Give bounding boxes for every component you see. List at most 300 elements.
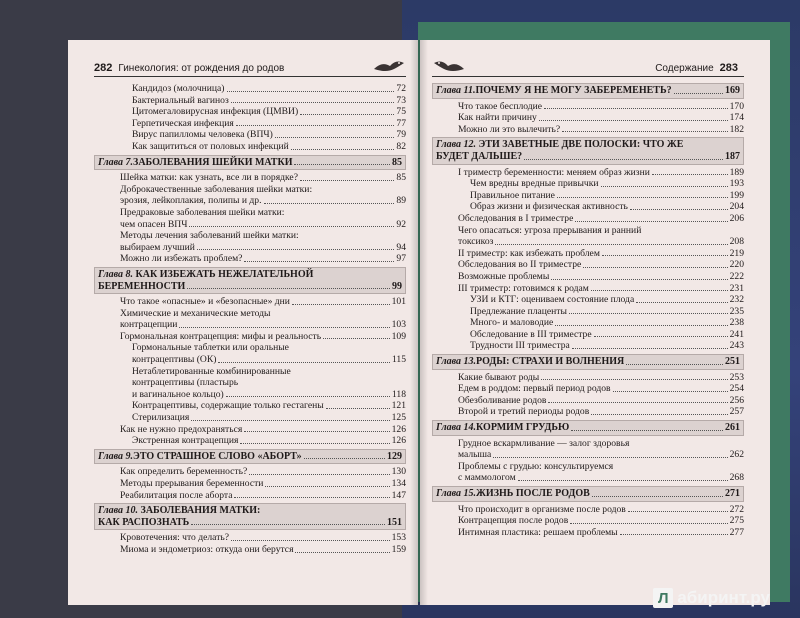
chapter-heading: [94, 503, 406, 530]
leader-dots: [601, 186, 728, 187]
toc-line: [120, 532, 406, 544]
entry-page: 92: [396, 218, 406, 230]
leader-dots: [226, 396, 390, 397]
toc-line: [458, 504, 744, 516]
entry-title: Вирус папилломы человека (ВПЧ): [132, 129, 273, 141]
entry-page: 189: [729, 166, 744, 178]
entry-title: Кровотечения: что делать?: [120, 532, 230, 544]
entry-title: Образ жизни и физическая активность: [470, 201, 628, 213]
toc-entry: [432, 190, 744, 202]
entry-page: 254: [729, 383, 744, 395]
bird-ornament-icon: [432, 57, 466, 76]
entry-title: III триместр: готовимся к родам: [458, 282, 589, 294]
entry-title: Обследования в I триместре: [458, 212, 574, 224]
toc-entry: [94, 118, 406, 130]
toc-entry: [432, 178, 744, 190]
chapter-line: [98, 451, 402, 463]
chapter-heading: [432, 137, 744, 164]
toc-line: [120, 296, 406, 308]
toc-entry: [94, 532, 406, 544]
page-number: 283: [719, 62, 738, 74]
toc-line: [120, 544, 406, 556]
entry-page: 206: [729, 212, 744, 224]
toc-line: [470, 178, 744, 190]
leader-dots: [300, 114, 394, 115]
entry-title: Что такое «опасные» и «безопасные» дни: [120, 296, 290, 308]
watermark-text: абиринт.ру: [677, 588, 770, 607]
toc-line: [458, 112, 744, 124]
toc-line: [132, 354, 406, 366]
entry-page: 72: [396, 83, 406, 94]
entry-page: 174: [729, 112, 744, 124]
toc-entry: [94, 83, 406, 95]
leader-dots: [197, 249, 395, 250]
entry-page: 235: [729, 305, 744, 317]
leader-dots: [575, 221, 727, 222]
leader-dots: [594, 336, 728, 337]
leader-dots: [191, 420, 389, 421]
leader-dots: [187, 288, 390, 289]
toc-entry: [94, 366, 406, 401]
entry-title: эрозия, лейкоплакия, полипы и др.: [120, 195, 262, 207]
entry-page: 170: [729, 100, 744, 112]
entry-title: Обследования во II триместре: [458, 259, 582, 271]
leader-dots: [189, 226, 394, 227]
entry-page: 130: [391, 466, 406, 478]
toc-line: [120, 466, 406, 478]
toc-line: [120, 253, 406, 265]
toc-entry: [432, 294, 744, 306]
leader-dots: [602, 255, 728, 256]
toc-line: [470, 190, 744, 202]
entry-title: Как защититься от половых инфекций: [132, 140, 289, 152]
toc-entry: [94, 435, 406, 447]
entry-title: II триместр: как избежать проблем: [458, 247, 600, 259]
toc-entry: [432, 112, 744, 124]
entry-title-line: Нетаблетированные комбинированные: [132, 365, 291, 377]
toc-entry: [432, 461, 744, 484]
chapter-title: ЭТО СТРАШНОЕ СЛОВО «АБОРТ»: [133, 450, 302, 462]
leader-dots: [240, 443, 389, 444]
chapter-page: 187: [725, 150, 740, 162]
chapter-page: 151: [387, 516, 402, 528]
leader-dots: [493, 457, 727, 458]
entry-page: 82: [396, 140, 406, 152]
leader-dots: [592, 496, 723, 497]
chapter-heading: [432, 83, 744, 99]
chapter-label: Глава 8.: [98, 268, 134, 280]
entry-title: и вагинальное кольцо): [132, 388, 224, 400]
chapter-title: ЖИЗНЬ ПОСЛЕ РОДОВ: [476, 488, 590, 499]
entry-title: чем опасен ВПЧ: [120, 218, 188, 230]
leader-dots: [304, 458, 385, 459]
entry-title: Кандидоз (молочница): [132, 83, 225, 94]
leader-dots: [548, 402, 727, 403]
entry-page: 97: [396, 253, 406, 265]
toc-entry: [94, 308, 406, 331]
chapter-title: КОРМИМ ГРУДЬЮ: [476, 422, 570, 434]
toc-entry: [432, 383, 744, 395]
entry-page: 115: [391, 354, 406, 366]
toc-entry: [432, 124, 744, 136]
toc-entry: [432, 101, 744, 113]
entry-title: Гормональная контрацепция: мифы и реальность: [120, 330, 322, 342]
toc-entry: [432, 225, 744, 248]
entry-title: выбираем лучший: [120, 241, 195, 253]
entry-page: 219: [729, 247, 744, 259]
entry-page: 208: [729, 236, 744, 248]
entry-title-line: Грудное вскармливание — залог здоровья: [458, 437, 630, 449]
chapter-line: [98, 505, 402, 517]
entry-page: 159: [391, 543, 406, 555]
watermark-badge: Л: [653, 588, 673, 608]
toc-line: [120, 331, 406, 343]
leader-dots: [218, 362, 390, 363]
toc-entry: [94, 412, 406, 424]
entry-title: Стерилизация: [132, 412, 190, 424]
toc-line: [458, 283, 744, 295]
entry-title: контрацепции: [120, 319, 178, 331]
leader-dots: [326, 408, 390, 409]
entry-title-line: Химические и механические методы: [120, 307, 271, 319]
entry-page: 193: [729, 178, 744, 190]
leader-dots: [300, 180, 394, 181]
chapter-label: Глава 10.: [98, 505, 139, 517]
entry-title: Шейка матки: как узнать, все ли в порядке?: [120, 172, 298, 184]
entry-page: 125: [391, 412, 406, 424]
toc-entry: [94, 172, 406, 184]
leader-dots: [630, 209, 728, 210]
chapter-heading: [432, 486, 744, 502]
toc-line: [120, 478, 406, 490]
toc-line: [132, 400, 406, 412]
leader-dots: [265, 486, 389, 487]
leader-dots: [495, 244, 727, 245]
entry-page: 101: [391, 296, 406, 308]
toc-line: [120, 490, 406, 502]
toc-list-left: [94, 83, 406, 556]
toc-line: [458, 515, 744, 527]
toc-entry: [432, 283, 744, 295]
toc-entry: [432, 406, 744, 418]
entry-title: Контрацепция после родов: [458, 515, 569, 527]
leader-dots: [275, 137, 395, 138]
toc-line: [458, 101, 744, 113]
entry-page: 277: [729, 526, 744, 538]
toc-entry: [432, 201, 744, 213]
toc-line: [458, 259, 744, 271]
entry-page: 256: [729, 394, 744, 406]
toc-line: [470, 340, 744, 352]
toc-line: [470, 294, 744, 306]
chapter-line: [98, 269, 402, 281]
leader-dots: [323, 338, 390, 339]
entry-title: Бактериальный вагиноз: [132, 94, 229, 106]
toc-line: [120, 319, 406, 331]
chapter-heading: [94, 267, 406, 294]
leader-dots: [583, 267, 727, 268]
toc-list-right: [432, 83, 744, 538]
entry-page: 275: [729, 515, 744, 527]
entry-page: 222: [729, 270, 744, 282]
watermark: [653, 588, 770, 608]
leader-dots: [295, 552, 389, 553]
leader-dots: [231, 102, 395, 103]
leader-dots: [236, 125, 395, 126]
entry-title: Что такое бесплодие: [458, 100, 543, 112]
toc-entry: [432, 248, 744, 260]
toc-line: [120, 172, 406, 184]
entry-title: Методы прерывания беременности: [120, 478, 264, 489]
chapter-page: 99: [392, 280, 402, 292]
toc-line: [470, 317, 744, 329]
entry-title: Какие бывают роды: [458, 371, 540, 383]
toc-line: [132, 95, 406, 107]
toc-line: [458, 167, 744, 179]
right-page: [420, 40, 770, 605]
chapter-title: РОДЫ: СТРАХИ И ВОЛНЕНИЯ: [476, 356, 625, 368]
chapter-page: 271: [725, 488, 740, 499]
entry-page: 243: [729, 340, 744, 352]
leader-dots: [572, 348, 728, 349]
toc-line: [470, 329, 744, 341]
toc-line: [132, 389, 406, 401]
toc-line: [132, 435, 406, 447]
leader-dots: [541, 379, 727, 380]
leader-dots: [620, 534, 728, 535]
leader-dots: [249, 474, 389, 475]
entry-page: 121: [391, 400, 406, 412]
entry-page: 79: [396, 129, 406, 141]
toc-line: [458, 472, 744, 484]
running-title: Гинекология: от рождения до родов: [118, 63, 285, 74]
entry-title: Обезболивание родов: [458, 394, 547, 406]
chapter-line: [436, 139, 740, 151]
chapter-label: Глава 9.: [98, 450, 134, 462]
toc-entry: [94, 331, 406, 343]
entry-title: токсикоз: [458, 236, 494, 248]
leader-dots: [613, 391, 728, 392]
chapter-page: 251: [725, 356, 740, 368]
toc-entry: [94, 141, 406, 153]
toc-entry: [94, 342, 406, 365]
toc-entry: [432, 438, 744, 461]
bird-ornament-icon: [372, 57, 406, 76]
entry-page: 232: [729, 294, 744, 306]
leader-dots: [555, 325, 727, 326]
chapter-title: БЕРЕМЕННОСТИ: [98, 280, 186, 292]
leader-dots: [227, 91, 395, 92]
toc-line: [132, 412, 406, 424]
entry-title: Можно ли избежать проблем?: [120, 253, 243, 265]
entry-title: Можно ли это вылечить?: [458, 123, 561, 135]
leader-dots: [231, 540, 390, 541]
leader-dots: [569, 313, 728, 314]
leader-dots: [591, 290, 728, 291]
chapter-heading: [432, 354, 744, 370]
entry-title: Интимная пластика: решаем проблемы: [458, 526, 618, 538]
entry-page: 126: [391, 435, 406, 447]
entry-title-line: Проблемы с грудью: консультируемся: [458, 460, 614, 472]
entry-title-line: Предраковые заболевания шейки матки:: [120, 206, 285, 218]
entry-title-line: Гормональные таблетки или оральные: [132, 342, 289, 354]
leader-dots: [191, 524, 385, 525]
chapter-heading: [94, 449, 406, 465]
chapter-line: [436, 356, 740, 368]
toc-line: [132, 118, 406, 130]
toc-entry: [94, 544, 406, 556]
entry-page: 253: [729, 371, 744, 383]
leader-dots: [539, 120, 728, 121]
entry-title: Как найти причину: [458, 112, 537, 124]
entry-title: Как не нужно предохраняться: [120, 423, 243, 435]
toc-line: [120, 242, 406, 254]
toc-entry: [94, 95, 406, 107]
toc-entry: [432, 504, 744, 516]
left-page: [68, 40, 418, 605]
entry-page: 241: [729, 328, 744, 340]
entry-page: 182: [729, 123, 744, 135]
entry-title-line: Методы лечения заболеваний шейки матки:: [120, 230, 299, 242]
leader-dots: [244, 431, 389, 432]
leader-dots: [551, 279, 727, 280]
entry-title: УЗИ и КТГ: оцениваем состояние плода: [470, 294, 635, 306]
toc-line: [132, 141, 406, 153]
toc-line: [458, 527, 744, 539]
chapter-title: КАК РАСПОЗНАТЬ: [98, 516, 190, 528]
entry-title: Трудности III триместра: [470, 340, 570, 352]
chapter-title: ПОЧЕМУ Я НЕ МОГУ ЗАБЕРЕМЕНЕТЬ?: [475, 85, 672, 96]
toc-entry: [94, 184, 406, 207]
leader-dots: [626, 364, 723, 365]
toc-entry: [432, 527, 744, 539]
chapter-title: ЭТИ ЗАВЕТНЫЕ ДВЕ ПОЛОСКИ: ЧТО ЖЕ: [478, 139, 684, 151]
toc-line: [458, 449, 744, 461]
leader-dots: [294, 164, 390, 165]
entry-title: Миома и эндометриоз: откуда они берутся: [120, 543, 294, 555]
toc-entry: [432, 395, 744, 407]
toc-line: [132, 83, 406, 95]
entry-page: 268: [729, 472, 744, 484]
entry-title: Что происходит в организме после родов: [458, 503, 626, 515]
entry-title: Чем вредны вредные привычки: [470, 178, 599, 190]
page-number: 282: [94, 62, 113, 74]
toc-line: [120, 219, 406, 231]
entry-title-line: Чего опасаться: угроза прерывания и ранний: [458, 224, 642, 236]
entry-title-line: контрацептивы (пластырь: [132, 377, 239, 389]
chapter-page: 129: [387, 450, 402, 462]
leader-dots: [674, 93, 723, 94]
toc-entry: [94, 490, 406, 502]
toc-entry: [94, 296, 406, 308]
entry-title: Возможные проблемы: [458, 270, 550, 282]
toc-entry: [432, 340, 744, 352]
toc-entry: [432, 167, 744, 179]
entry-title: Как определить беременность?: [120, 466, 248, 478]
chapter-line: [98, 281, 402, 293]
chapter-label: Глава 14.: [436, 422, 477, 434]
leader-dots: [652, 174, 728, 175]
chapter-page: 85: [392, 156, 402, 168]
entry-title: Обследование в III триместре: [470, 328, 592, 340]
book-gutter-shadow: [410, 40, 428, 605]
leader-dots: [291, 149, 395, 150]
running-head-right: [432, 40, 744, 77]
toc-entry: [94, 424, 406, 436]
toc-line: [132, 129, 406, 141]
running-head-left: [94, 40, 406, 77]
entry-title: контрацептивы (ОК): [132, 354, 217, 366]
chapter-title: ЗАБОЛЕВАНИЯ ШЕЙКИ МАТКИ: [133, 156, 293, 168]
toc-line: [458, 383, 744, 395]
toc-line: [458, 395, 744, 407]
toc-entry: [432, 329, 744, 341]
toc-line: [458, 406, 744, 418]
toc-entry: [94, 466, 406, 478]
entry-page: 257: [729, 406, 744, 418]
toc-entry: [94, 129, 406, 141]
leader-dots: [518, 480, 728, 481]
entry-title: Едем в роддом: первый период родов: [458, 383, 611, 395]
entry-page: 126: [391, 423, 406, 435]
entry-title: I триместр беременности: меняем образ жизни: [458, 166, 650, 178]
entry-page: 238: [729, 317, 744, 329]
entry-page: 272: [729, 503, 744, 515]
leader-dots: [562, 131, 728, 132]
leader-dots: [292, 304, 390, 305]
entry-page: 262: [729, 449, 744, 461]
chapter-page: 169: [725, 85, 740, 96]
toc-entry: [432, 213, 744, 225]
leader-dots: [636, 302, 727, 303]
leader-dots: [557, 197, 728, 198]
leader-dots: [544, 108, 728, 109]
toc-line: [458, 213, 744, 225]
toc-line: [470, 306, 744, 318]
leader-dots: [244, 261, 394, 262]
entry-page: 109: [391, 330, 406, 342]
entry-title: Много- и маловодие: [470, 317, 554, 329]
entry-title: Цитомегаловирусная инфекция (ЦМВИ): [132, 106, 299, 118]
chapter-title: БУДЕТ ДАЛЬШЕ?: [436, 150, 523, 162]
entry-page: 118: [391, 388, 406, 400]
toc-entry: [94, 400, 406, 412]
leader-dots: [571, 430, 723, 431]
toc-line: [458, 372, 744, 384]
toc-entry: [432, 372, 744, 384]
entry-page: 147: [391, 489, 406, 501]
toc-entry: [432, 271, 744, 283]
toc-entry: [432, 317, 744, 329]
toc-entry: [94, 207, 406, 230]
entry-title: Экстренная контрацепция: [132, 435, 239, 447]
entry-title: Контрацептивы, содержащие только гестагены: [132, 400, 324, 412]
chapter-title: КАК ИЗБЕЖАТЬ НЕЖЕЛАТЕЛЬНОЙ: [135, 268, 314, 280]
entry-title: с маммологом: [458, 472, 516, 484]
toc-entry: [94, 478, 406, 490]
toc-line: [458, 248, 744, 260]
leader-dots: [628, 511, 728, 512]
toc-line: [470, 201, 744, 213]
chapter-line: [436, 85, 740, 97]
toc-line: [458, 236, 744, 248]
entry-page: 153: [391, 532, 406, 544]
entry-page: 77: [396, 117, 406, 129]
running-title: Содержание: [655, 63, 714, 74]
chapter-label: Глава 12.: [436, 139, 477, 151]
chapter-label: Глава 11.: [436, 85, 476, 96]
toc-entry: [94, 106, 406, 118]
